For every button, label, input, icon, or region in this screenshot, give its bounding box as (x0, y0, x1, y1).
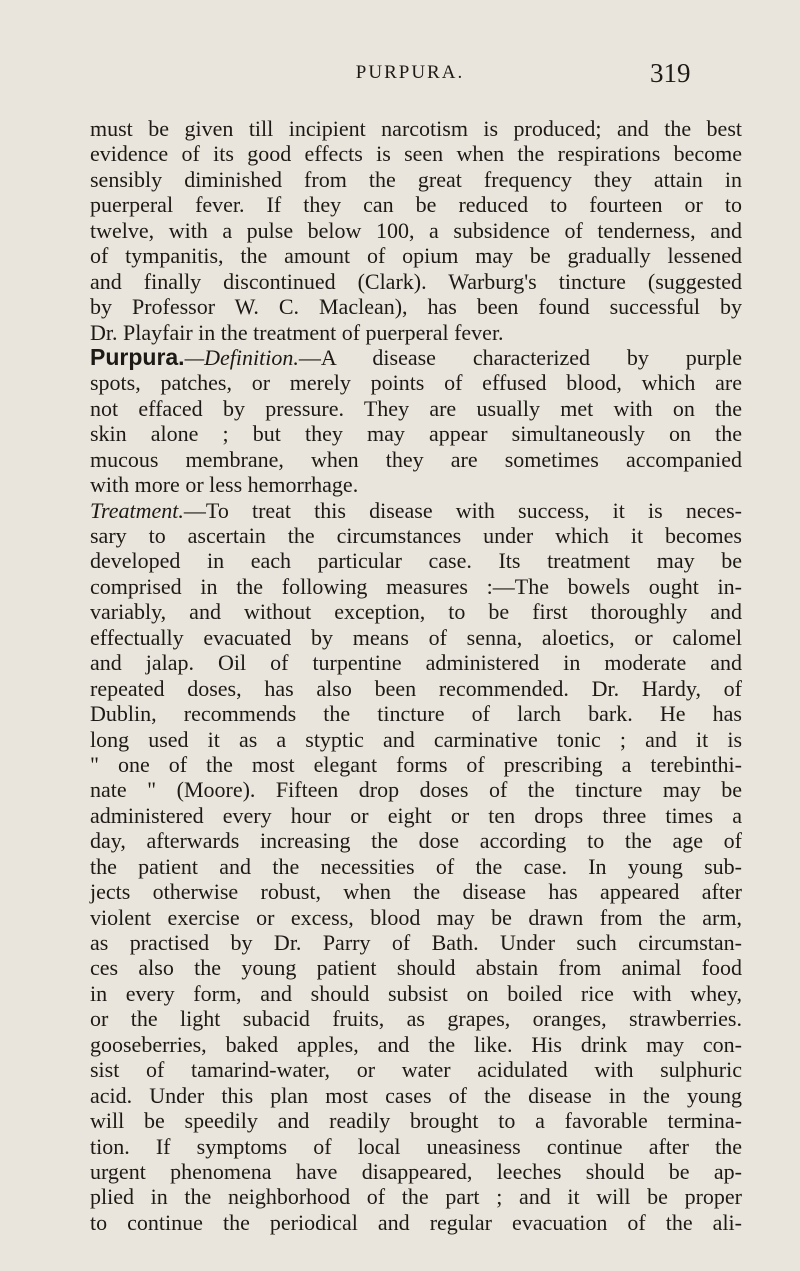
body-text (90, 116, 742, 1235)
line-text: violent exercise or excess, blood may be drawn from the arm, (90, 904, 742, 930)
text-line (90, 320, 742, 345)
text-line (90, 905, 742, 930)
line-text: Dr. Playfair in the treatment of puerperal fever. (90, 319, 504, 345)
text-line (90, 879, 742, 904)
line-text: the patient and the necessities of the case. In young sub- (90, 853, 742, 879)
text-line (90, 574, 742, 599)
text-line (90, 1006, 742, 1031)
text-line (90, 447, 742, 472)
text-line (90, 599, 742, 624)
text-line (90, 650, 742, 675)
text-line (90, 396, 742, 421)
line-text: urgent phenomena have disappeared, leeches should be ap- (90, 1158, 742, 1184)
line-text: puerperal fever. If they can be reduced to fourteen or to (90, 192, 742, 218)
text-line (90, 803, 742, 828)
running-head (0, 58, 800, 98)
line-text: sary to ascertain the circumstances under which it becomes (90, 523, 742, 548)
text-line (90, 777, 742, 802)
text-line (90, 1032, 742, 1057)
line-text: acid. Under this plan most cases of the disease in the young (90, 1082, 742, 1108)
text-line (90, 345, 742, 370)
line-text: repeated doses, has also been recommended. Dr. Hardy, of (90, 675, 742, 701)
line-text: in every form, and should subsist on boiled rice with whey, (90, 980, 742, 1006)
line-text: spots, patches, or merely points of effused blood, which are (90, 370, 742, 396)
text-line (90, 1159, 742, 1184)
text-line (90, 625, 742, 650)
text-line (90, 930, 742, 955)
italic-subheading: Treatment. (90, 497, 184, 523)
running-title: PURPURA. (355, 62, 465, 83)
line-text: and finally discontinued (Clark). Warburg's tincture (suggested (90, 268, 742, 294)
text-line (90, 141, 742, 166)
text-line (90, 981, 742, 1006)
text-line (90, 269, 742, 294)
line-text: variably, and without exception, to be first thoroughly and (90, 599, 742, 625)
text-line (90, 116, 742, 141)
line-text: mucous membrane, when they are sometimes accompanied (90, 446, 742, 472)
text-line (90, 218, 742, 243)
line-text: tion. If symptoms of local uneasiness continue after the (90, 1133, 742, 1159)
text-line (90, 167, 742, 192)
text-line (90, 370, 742, 395)
line-text: skin alone ; but they may appear simultaneously on the (90, 421, 742, 447)
line-text: gooseberries, baked apples, and the like. His drink may con- (90, 1031, 742, 1057)
line-text: evidence of its good effects is seen when the respirations become (90, 141, 742, 167)
line-text: will be speedily and readily brought to a favorable termina- (90, 1108, 742, 1134)
line-text: administered every hour or eight or ten drops three times a (90, 802, 742, 828)
text-line (90, 752, 742, 777)
line-text: plied in the neighborhood of the part ; and it will be proper (90, 1184, 742, 1210)
line-text: ces also the young patient should abstain from animal food (90, 955, 742, 981)
text-line (90, 498, 742, 523)
line-text: developed in each particular case. Its treatment may be (90, 548, 742, 574)
text-line (90, 1108, 742, 1133)
line-text: not effaced by pressure. They are usually met with on the (90, 395, 742, 421)
line-text: must be given till incipient narcotism is produced; and the best (90, 116, 742, 141)
text-line (90, 523, 742, 548)
text-line (90, 548, 742, 573)
line-text: nate " (Moore). Fifteen drop doses of the tincture may be (90, 777, 742, 803)
line-text: twelve, with a pulse below 100, a subsidence of tenderness, and (90, 217, 742, 243)
line-text: or the light subacid fruits, as grapes, oranges, strawberries. (90, 1006, 742, 1032)
line-text: with more or less hemorrhage. (90, 472, 359, 498)
line-text: sensibly diminished from the great frequency they attain in (90, 166, 742, 192)
line-text: to continue the periodical and regular evacuation of the ali- (90, 1209, 742, 1235)
line-text: day, afterwards increasing the dose according to the age of (90, 828, 742, 854)
line-text: Dublin, recommends the tincture of larch bark. He has (90, 701, 742, 727)
line-text: by Professor W. C. Maclean), has been found successful by (90, 294, 742, 320)
text-line (90, 421, 742, 446)
line-text: jects otherwise robust, when the disease has appeared after (90, 879, 742, 905)
line-text: as practised by Dr. Parry of Bath. Under such circumstan- (90, 930, 742, 955)
text-line (90, 854, 742, 879)
page-number: 319 (650, 58, 691, 88)
text-line (90, 955, 742, 980)
text-line (90, 701, 742, 726)
line-text: sist of tamarind-water, or water acidulated with sulphuric (90, 1057, 742, 1083)
text-line (90, 294, 742, 319)
line-text: comprised in the following measures :—The bowels ought in- (90, 573, 742, 599)
text-line (90, 243, 742, 268)
line-text: and jalap. Oil of turpentine administered in moderate and (90, 650, 742, 676)
line-text: " one of the most elegant forms of prescribing a terebinthi- (90, 751, 742, 777)
section-heading: Purpura. (90, 343, 185, 370)
line-text: —To treat this disease with success, it is neces- (183, 497, 742, 523)
line-text: effectually evacuated by means of senna, aloetics, or calomel (90, 624, 742, 650)
text-line (90, 727, 742, 752)
line-text: —A disease characterized by purple (298, 344, 742, 370)
text-line (90, 676, 742, 701)
text-line (90, 1134, 742, 1159)
text-line (90, 1210, 742, 1235)
text-line (90, 828, 742, 853)
text-line (90, 1184, 742, 1209)
text-line (90, 1083, 742, 1108)
line-text: of tympanitis, the amount of opium may be gradually lessened (90, 243, 742, 269)
italic-subheading: —Definition. (184, 344, 299, 370)
text-line (90, 1057, 742, 1082)
text-line (90, 192, 742, 217)
line-text: long used it as a styptic and carminative tonic ; and it is (90, 726, 742, 752)
text-line (90, 472, 742, 497)
